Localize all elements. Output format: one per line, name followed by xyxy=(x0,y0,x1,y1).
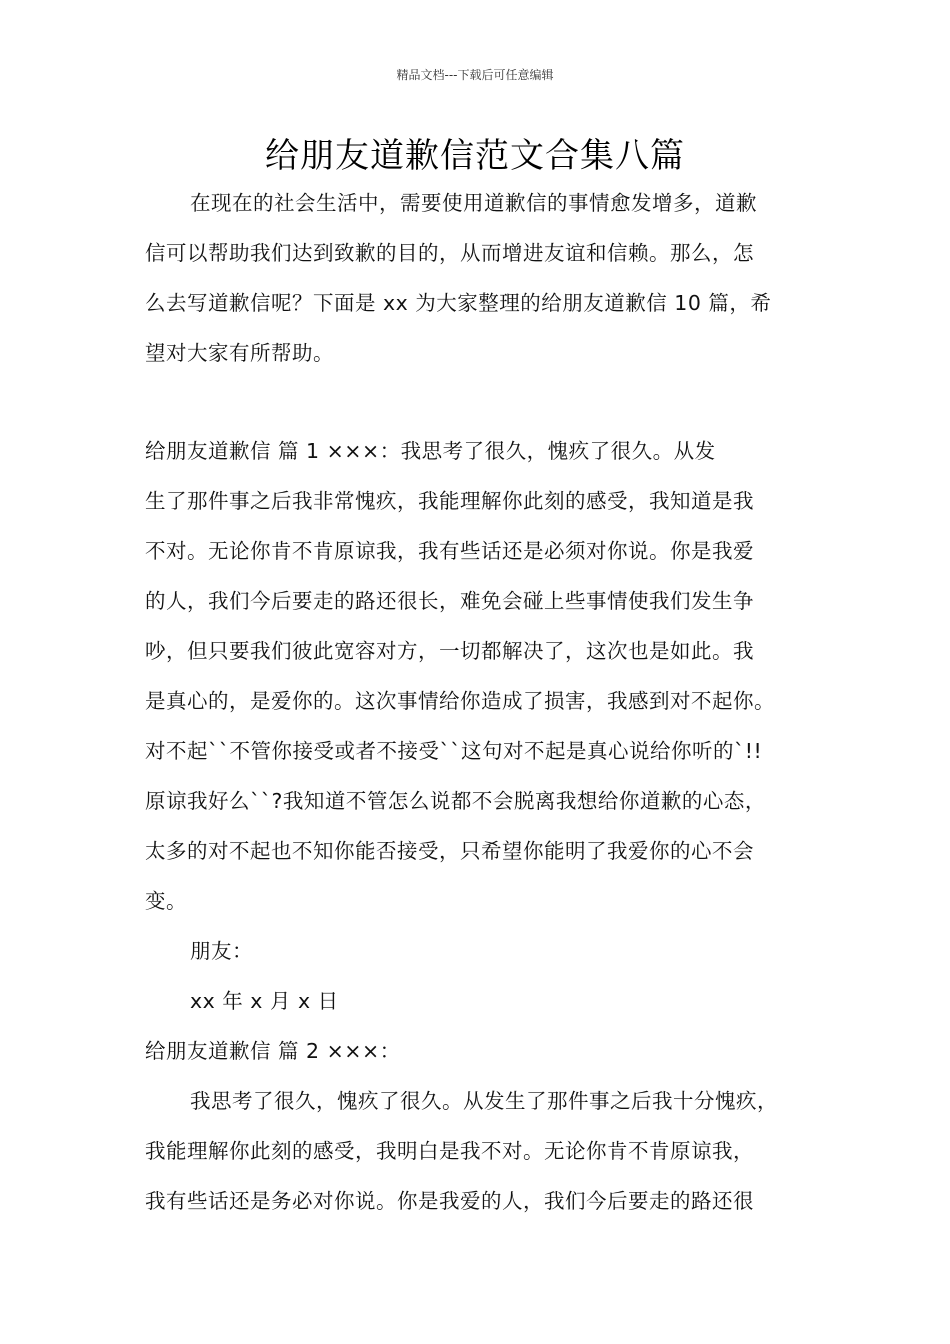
body-line: 我思考了很久，愧疚了很久。从发生了那件事之后我十分愧疚， xyxy=(190,1089,778,1113)
section-heading: 给朋友道歉信 篇 2 ×××： xyxy=(145,1039,401,1063)
body-line: 生了那件事之后我非常愧疚，我能理解你此刻的感受，我知道是我 xyxy=(145,489,754,513)
body-line: 对不起``不管你接受或者不接受``这句对不起是真心说给你听的`!! xyxy=(145,739,763,763)
body-line: 么去写道歉信呢？下面是 xx 为大家整理的给朋友道歉信 10 篇，希 xyxy=(145,291,772,315)
body-line: 我有些话还是务必对你说。你是我爱的人，我们今后要走的路还很 xyxy=(145,1189,754,1213)
body-line: 我能理解你此刻的感受，我明白是我不对。无论你肯不肯原谅我， xyxy=(145,1139,754,1163)
body-line: 望对大家有所帮助。 xyxy=(145,341,334,365)
body-line: 是真心的，是爱你的。这次事情给你造成了损害，我感到对不起你。 xyxy=(145,689,775,713)
body-line: 的人，我们今后要走的路还很长，难免会碰上些事情使我们发生争 xyxy=(145,589,754,613)
body-line: 太多的对不起也不知你能否接受，只希望你能明了我爱你的心不会 xyxy=(145,839,754,863)
body-line: 原谅我好么``?我知道不管怎么说都不会脱离我想给你道歉的心态， xyxy=(145,789,766,813)
header-note: 精品文档---下载后可任意编辑 xyxy=(396,68,554,82)
body-line: 吵，但只要我们彼此宽容对方，一切都解决了，这次也是如此。我 xyxy=(145,639,754,663)
body-line: 信可以帮助我们达到致歉的目的，从而增进友谊和信赖。那么，怎 xyxy=(145,241,754,265)
signature-date: xx 年 x 月 x 日 xyxy=(190,989,339,1013)
body-line: 给朋友道歉信 篇 1 ×××：我思考了很久，愧疚了很久。从发 xyxy=(145,439,716,463)
body-line: 在现在的社会生活中，需要使用道歉信的事情愈发增多，道歉 xyxy=(190,191,757,215)
body-line: 变。 xyxy=(145,889,187,913)
signature-label: 朋友： xyxy=(190,939,253,963)
body-line: 不对。无论你肯不肯原谅我，我有些话还是必须对你说。你是我爱 xyxy=(145,539,754,563)
document-title: 给朋友道歉信范文合集八篇 xyxy=(265,136,685,176)
